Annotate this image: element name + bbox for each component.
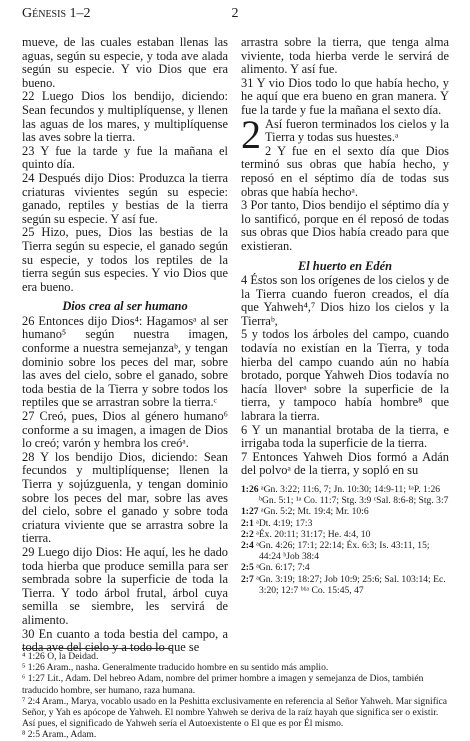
right-column	[241, 36, 449, 596]
footnote-divider	[22, 648, 172, 649]
verse-paragraph: 24 Después dijo Dios: Produzca la tierra criaturas vivientes según su especie: ganado, reptiles y bestias de la tierra según su especie. Y así fue.	[22, 170, 228, 226]
verse-paragraph: 22 Luego Dios los bendijo, diciendo: Sean fecundos y multiplíquense, y llenen las aguas de los mares, y multiplíquense las aves sobre la tierra.	[22, 89, 228, 145]
verse-paragraph: 31 Y vio Dios todo lo que había hecho, y he aquí que era bueno en gran manera. Y fue la tarde y fue la mañana el sexto día.	[241, 75, 449, 117]
verse-paragraph: arrastra sobre la tierra, que tenga alma viviente, toda hierba verde le servirá de alimento. Y así fue.	[241, 35, 449, 77]
cross-ref-verse: 1:26	[241, 484, 259, 495]
chapter-number: 2	[241, 111, 261, 157]
cross-ref-verse: 1:27	[241, 506, 259, 518]
footnote: ⁶ 1:27 Lit., Adam. Del hebreo Adam, nombre del primer hombre a imagen y semejanza de Dios, también traducido hombre, ser humano, raza humana.	[22, 673, 424, 696]
verse-paragraph: 7 Entonces Yahweh Dios formó a Adán del polvoᵃ de la tierra, y sopló en su	[241, 449, 449, 478]
verse-paragraph: 23 Y fue la tarde y fue la mañana el quinto día.	[22, 143, 228, 172]
cross-ref	[241, 484, 449, 506]
cross-ref	[241, 506, 449, 517]
verse-paragraph: 2 Y fue en el sexto día que Dios terminó sus obras que había hecho, y reposó en el séptimo día de todas sus obras que había hechoᵃ.	[241, 143, 449, 199]
verse-paragraph: 29 Luego dijo Dios: He aquí, les he dado toda hierba que produce semilla para ser sembrada sobre la superficie de toda la Tierra. Y todo árbol frutal, árbol cuya semilla se siembre, les servirá de alimento.	[22, 544, 228, 627]
cross-ref	[241, 529, 449, 540]
verse-paragraph: 4 Éstos son los orígenes de los cielos y de la Tierra cuando fueron creados, el día que Yahweh⁴,⁷ Dios hizo los cielos y la Tierraᵇ,	[241, 273, 449, 328]
cross-ref-text: ᵃGn. 3:22; 11:6, 7; Jn. 10:30; 14:9-11; ¹ᵃP. 1:26 ᵇGn. 5:1; ¹ᵃ Co. 11:7; Stg. 3:9 ᶜSal. 8:6-8; Stg. 3:7	[259, 484, 449, 507]
cross-references	[241, 484, 449, 596]
footnote: ⁵ 1:26 Aram., nasha. Generalmente traducido hombre en su sentido más amplio.	[22, 662, 329, 674]
footnote: ⁷ 2:4 Aram., Marya, vocablo usado en la Peshitta exclusivamente en referencia al Señor Yahweh. Mar significa Señor, y Yah es apócope de Yahweh. El nombre Yahweh se deriva de la raíz hayah que significa ser o existir. Así pues, el significado de Yahweh sería el Autoexistente o El que es por Él mismo.	[22, 695, 448, 730]
verse-paragraph: 5 y todos los árboles del campo, cuando todavía no existían en la Tierra, y toda hierba del campo cuando aún no había brotado, porque Yahweh Dios todavía no hacía lloverᵃ sobre la superficie de la tierra, y tampoco había hombre⁸ que labrara la tierra.	[241, 327, 449, 424]
cross-ref-verse: 2:7	[241, 573, 254, 585]
cross-ref-text: ᵃÉx. 20:11; 31:17; He. 4:4, 10	[256, 528, 371, 540]
cross-ref-text: ᵃDt. 4:19; 17:3	[256, 517, 313, 529]
cross-ref-verse: 2:1	[241, 517, 254, 529]
verse-paragraph: 27 Creó, pues, Dios al género humano⁶ conforme a su imagen, a imagen de Dios lo creó; varón y hembra los creóᵃ.	[22, 409, 228, 451]
running-header	[22, 6, 448, 24]
footnote: ⁴ 1:26 O, la Deidad.	[22, 651, 99, 662]
footnotes	[22, 648, 448, 741]
cross-ref	[241, 574, 449, 596]
book-title: Génesis 1–2	[22, 6, 91, 21]
cross-ref	[241, 562, 449, 573]
footnote: ⁸ 2:5 Aram., Adam.	[22, 729, 97, 741]
verse-paragraph: 30 En cuanto a toda bestia del campo, a toda ave del cielo y a todo lo que se	[22, 626, 228, 655]
verse-paragraph: mueve, de las cuales estaban llenas las aguas, según su especie, y toda ave alada según su especie. Y vio Dios que era bueno.	[22, 35, 228, 90]
verse-paragraph: 25 Hizo, pues, Dios las bestias de la Tierra según su especie, el ganado según su especie, y todos los reptiles de la tierra según sus especies. Y vio Dios que era bueno.	[22, 225, 228, 294]
section-heading: Dios crea al ser humano	[62, 299, 188, 314]
cross-ref-verse: 2:2	[241, 528, 254, 540]
verse-text: Así fueron terminados los cielos y la Tierra y todas sus huestes.ᵃ	[265, 116, 449, 145]
verse-paragraph: 26 Entonces dijo Dios⁴: Hagamosᵃ al ser humano⁵ según nuestra imagen, conforme a nuestra semejanzaᵇ, y tengan dominio sobre los peces del mar, sobre las aves del cielo, sobre el ganado, sobre toda bestia de la Tierra y sobre todos los reptiles que se arrastran sobre la tierra.ᶜ	[22, 313, 228, 410]
cross-ref-verse: 2:4	[241, 540, 254, 552]
cross-ref-text: ᵃGn. 6:17; 7:4	[256, 562, 310, 574]
section-heading: El huerto en Edén	[298, 258, 392, 273]
page-number: 2	[231, 6, 239, 21]
cross-ref-text: ᵃGn. 3:19; 18:27; Job 10:9; 25:6; Sal. 103:14; Ec. 3:20; 12:7 ᵇ¹ᵃ Co. 15:45, 47	[256, 573, 446, 596]
verse-paragraph: 28 Y los bendijo Dios, diciendo: Sean fecundos y multiplíquense; llenen la Tierra y sojúzguenla, y tengan dominio sobre los peces del mar, sobre las aves del cielo, sobre el ganado y sobre toda criatura viviente que se arrastra sobre la tierra.	[22, 449, 228, 546]
cross-ref	[241, 540, 449, 562]
chapter-opening	[241, 111, 449, 157]
cross-ref-text: ᵃGn. 4:26; 17:1; 22:14; Éx. 6:3; Is. 43:11, 15; 44:24 ᵇJob 38:4	[256, 540, 430, 563]
verse-paragraph: 3 Por tanto, Dios bendijo el séptimo día y lo santificó, porque en él reposó de todas sus obras que Dios había creado para que existieran.	[241, 198, 449, 253]
left-column	[22, 36, 228, 655]
cross-ref	[241, 518, 449, 529]
verse-paragraph: 6 Y un manantial brotaba de la tierra, e irrigaba toda la superficie de la tierra.	[241, 422, 449, 451]
cross-ref-verse: 2:5	[241, 562, 254, 574]
cross-ref-text: ᵃGn. 5:2; Mt. 19:4; Mr. 10:6	[261, 506, 369, 518]
